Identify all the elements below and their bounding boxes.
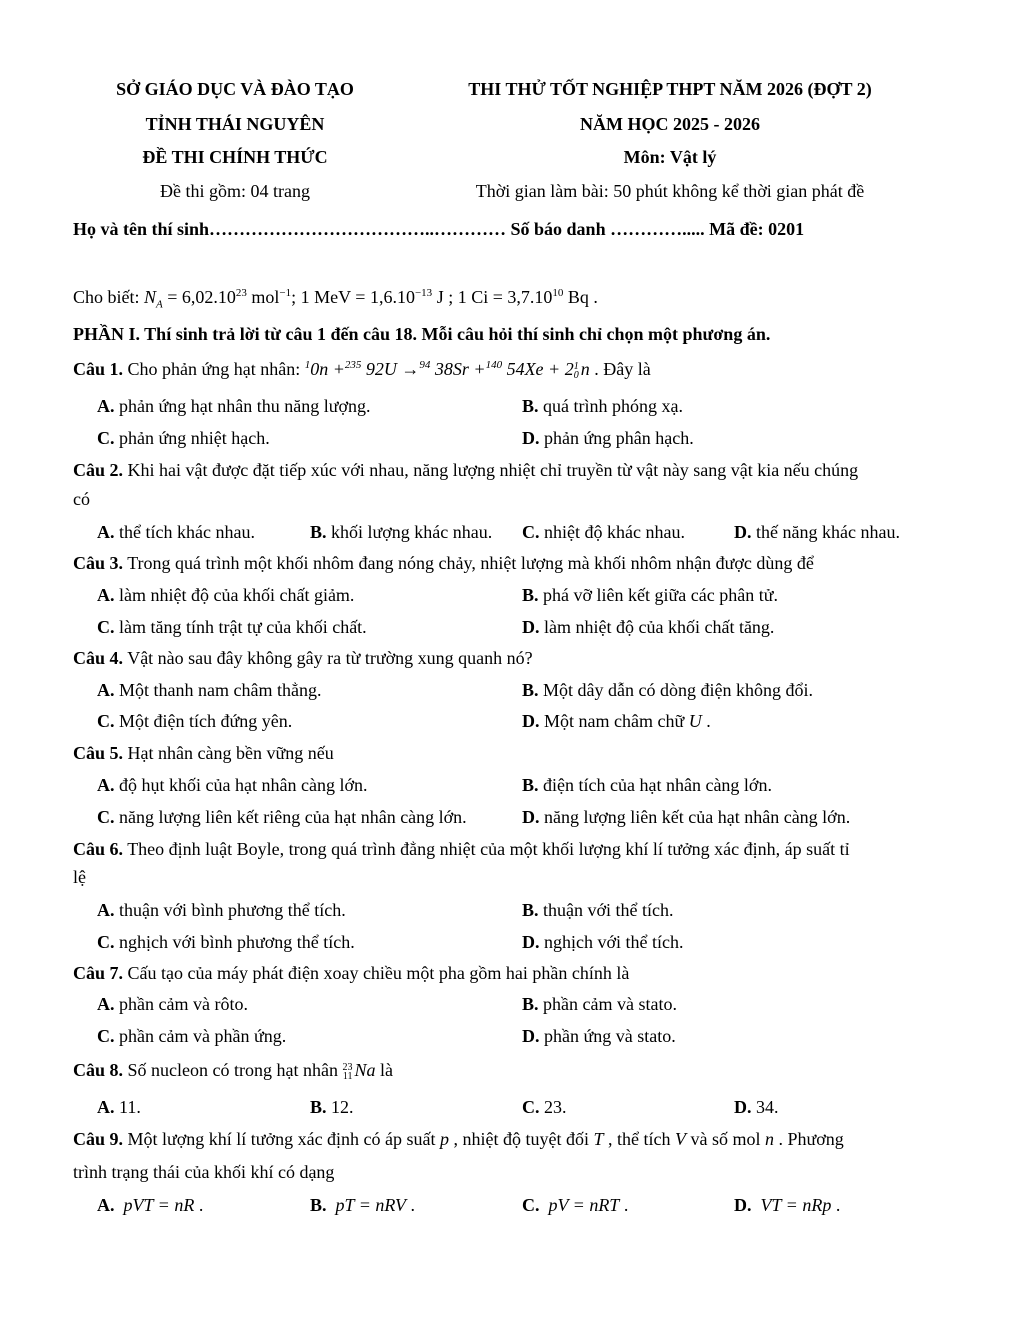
option-text: 34. [756, 1097, 779, 1117]
department-name: SỞ GIÁO DỤC VÀ ĐÀO TẠO [116, 79, 354, 99]
option-b [310, 521, 492, 543]
option-label: B. [310, 1195, 327, 1215]
option-punct: . [619, 1195, 629, 1215]
option-text: khối lượng khác nhau. [331, 522, 493, 542]
question-6-continued: lệ [73, 867, 86, 887]
question-text: và số mol [686, 1129, 766, 1149]
option-text: phần cảm và rôto. [119, 994, 248, 1014]
eq-sup: 94 [419, 359, 431, 371]
option-a [97, 395, 371, 417]
question-label: Câu 7. [73, 963, 124, 983]
option-formula: VT = nRp [760, 1195, 832, 1215]
question-text: , thể tích [603, 1129, 676, 1149]
eq-sup: 1 [304, 359, 311, 371]
variable-t: T [593, 1129, 604, 1149]
option-b [522, 899, 674, 921]
question-label: Câu 1. [73, 359, 124, 379]
option-text: làm tăng tính trật tự của khối chất. [119, 617, 367, 637]
option-a [97, 774, 367, 796]
option-b [522, 584, 778, 606]
option-text: phần ứng và stato. [544, 1026, 676, 1046]
question-text: Khi hai vật được đặt tiếp xúc với nhau, năng lượng nhiệt chỉ truyền từ vật này sang vật kia nếu chúng [123, 460, 859, 480]
option-d [522, 427, 694, 449]
question-label: Câu 9. [73, 1129, 124, 1149]
question-text: . Đây là [589, 359, 651, 379]
option-c [522, 521, 685, 543]
question-3 [73, 552, 814, 574]
question-label: Câu 5. [73, 743, 124, 763]
option-label: A. [97, 994, 115, 1014]
eq-term: n [580, 359, 590, 379]
eq-term: 0n + [310, 359, 345, 379]
option-label: A. [97, 1097, 115, 1117]
option-text: . [701, 711, 711, 731]
option-c [522, 1096, 567, 1118]
option-text: nhiệt độ khác nhau. [544, 522, 685, 542]
option-label: B. [522, 680, 539, 700]
official-exam-label: ĐỀ THI CHÍNH THỨC [142, 147, 328, 167]
question-6 [73, 838, 850, 860]
option-a [97, 679, 321, 701]
option-label: A. [97, 1195, 115, 1215]
option-label: B. [522, 585, 539, 605]
question-1 [73, 358, 651, 380]
option-a [97, 993, 248, 1015]
option-text: Một điện tích đứng yên. [119, 711, 293, 731]
curie-exponent: 10 [552, 287, 564, 299]
question-text: Hạt nhân càng bền vững nếu [123, 743, 334, 763]
exam-title: THI THỬ TỐT NGHIỆP THPT NĂM 2026 (ĐỢT 2) [468, 79, 872, 99]
eq-sup: 140 [485, 359, 503, 371]
option-label: B. [522, 775, 539, 795]
option-formula: pT = nRV [335, 1195, 407, 1215]
option-label: D. [734, 522, 752, 542]
avogadro-unit-exponent: −1 [279, 287, 292, 299]
option-c [97, 1025, 286, 1047]
option-label: D. [522, 1026, 540, 1046]
avogadro-unit: mol [246, 287, 280, 307]
option-text: quá trình phóng xạ. [543, 396, 683, 416]
option-d [734, 1096, 779, 1118]
option-label: C. [97, 1026, 115, 1046]
curie-value: J ; 1 Ci = 3,7.10 [432, 287, 553, 307]
question-9 [73, 1128, 844, 1150]
question-label: Câu 3. [73, 553, 124, 573]
question-4 [73, 647, 533, 669]
option-text: 23. [544, 1097, 567, 1117]
option-label: B. [522, 900, 539, 920]
option-label: A. [97, 775, 115, 795]
question-5 [73, 742, 334, 764]
option-text: độ hụt khối của hạt nhân càng lớn. [119, 775, 368, 795]
option-b [310, 1096, 354, 1118]
option-d [522, 1025, 676, 1047]
eq-sup: 235 [344, 359, 362, 371]
question-label: Câu 8. [73, 1060, 124, 1080]
curie-unit: Bq . [563, 287, 598, 307]
option-text: phần cảm và stato. [543, 994, 677, 1014]
option-label: C. [97, 617, 115, 637]
variable-p: p [440, 1129, 450, 1149]
constants-prefix: Cho biết: [73, 287, 144, 307]
option-d [522, 806, 850, 828]
option-label: D. [522, 807, 540, 827]
option-c [97, 710, 292, 732]
question-label: Câu 4. [73, 648, 124, 668]
variable-n: n [765, 1129, 775, 1149]
question-text: . Phương [774, 1129, 844, 1149]
option-label: D. [734, 1097, 752, 1117]
mass-number: 23 [342, 1061, 353, 1073]
option-c [522, 1194, 628, 1216]
option-label: B. [310, 1097, 327, 1117]
option-c [97, 427, 270, 449]
question-text: Số nucleon có trong hạt nhân [123, 1060, 343, 1080]
option-text: làm nhiệt độ của khối chất tăng. [544, 617, 775, 637]
subject: Môn: Vật lý [623, 147, 717, 167]
question-label: Câu 2. [73, 460, 124, 480]
option-text: năng lượng liên kết của hạt nhân càng lớn. [544, 807, 851, 827]
option-label: D. [522, 617, 540, 637]
option-label: A. [97, 900, 115, 920]
question-text: Cho phản ứng hạt nhân: [123, 359, 305, 379]
option-label: D. [522, 428, 540, 448]
candidate-info-line: Họ và tên thí sinh………………………………..………… Số báo danh …………..... Mã đề: 0201 [73, 219, 805, 239]
option-text: phá vỡ liên kết giữa các phân tử. [543, 585, 778, 605]
option-a [97, 1194, 203, 1216]
mev-exponent: −13 [414, 287, 433, 299]
option-a [97, 521, 255, 543]
option-a [97, 584, 354, 606]
question-text: Theo định luật Boyle, trong quá trình đẳng nhiệt của một khối lượng khí lí tưởng xác định, áp suất tỉ [123, 839, 850, 859]
question-text: Vật nào sau đây không gây ra từ trường xung quanh nó? [123, 648, 533, 668]
option-c [97, 931, 355, 953]
option-text: thuận với thể tích. [543, 900, 674, 920]
option-punct: . [406, 1195, 416, 1215]
option-label: A. [97, 680, 115, 700]
option-text: thể tích khác nhau. [119, 522, 255, 542]
option-b [522, 993, 677, 1015]
option-label: B. [310, 522, 327, 542]
option-label: D. [734, 1195, 752, 1215]
question-text: , nhiệt độ tuyệt đối [449, 1129, 594, 1149]
question-text: Cấu tạo của máy phát điện xoay chiều một pha gồm hai phần chính là [123, 963, 630, 983]
option-label: B. [522, 396, 539, 416]
option-text: thuận với bình phương thể tích. [119, 900, 346, 920]
option-label: D. [522, 932, 540, 952]
question-label: Câu 6. [73, 839, 124, 859]
variable-v: V [675, 1129, 687, 1149]
option-label: C. [522, 522, 540, 542]
option-text: làm nhiệt độ của khối chất giảm. [119, 585, 355, 605]
avogadro-exponent: 23 [235, 287, 247, 299]
option-text: nghịch với bình phương thể tích. [119, 932, 355, 952]
option-a [97, 1096, 141, 1118]
eq-term: 92U → [361, 359, 420, 379]
option-text: năng lượng liên kết riêng của hạt nhân càng lớn. [119, 807, 467, 827]
option-text: 11. [119, 1097, 141, 1117]
option-label: C. [97, 807, 115, 827]
option-a [97, 899, 346, 921]
option-text: thế năng khác nhau. [756, 522, 900, 542]
part-1-heading: PHẦN I. Thí sinh trả lời từ câu 1 đến câu 18. Mỗi câu hỏi thí sinh chỉ chọn một phương án. [73, 324, 771, 344]
option-label: B. [522, 994, 539, 1014]
option-text: điện tích của hạt nhân càng lớn. [543, 775, 772, 795]
avogadro-value: = 6,02.10 [162, 287, 236, 307]
option-label: A. [97, 396, 115, 416]
province-name: TỈNH THÁI NGUYÊN [145, 114, 325, 134]
option-punct: . [194, 1195, 204, 1215]
page-count: Đề thi gồm: 04 trang [160, 181, 310, 201]
option-b [310, 1194, 415, 1216]
option-text: Một dây dẫn có dòng điện không đổi. [543, 680, 813, 700]
school-year: NĂM HỌC 2025 - 2026 [580, 114, 760, 134]
option-formula: pV = nRT [548, 1195, 620, 1215]
eq-sub: 0 [573, 369, 579, 381]
option-formula: pVT = nR [123, 1195, 195, 1215]
mev-value: ; 1 MeV = 1,6.10 [291, 287, 415, 307]
atomic-number: 11 [342, 1070, 353, 1082]
option-punct: . [831, 1195, 841, 1215]
option-b [522, 679, 813, 701]
option-text: phần cảm và phần ứng. [119, 1026, 287, 1046]
option-d [522, 616, 774, 638]
eq-term: 54Xe + 2 [502, 359, 574, 379]
eq-term: 38Sr + [430, 359, 486, 379]
option-label: A. [97, 522, 115, 542]
option-label: C. [97, 711, 115, 731]
option-b [522, 774, 772, 796]
option-label: C. [522, 1097, 540, 1117]
time-allowed: Thời gian làm bài: 50 phút không kể thời gian phát đề [475, 181, 865, 201]
avogadro-symbol: N [144, 287, 157, 307]
option-text: Một thanh nam châm thẳng. [119, 680, 322, 700]
question-7 [73, 962, 629, 984]
question-2 [73, 459, 858, 481]
option-label: C. [97, 428, 115, 448]
option-c [97, 806, 467, 828]
option-text: phản ứng nhiệt hạch. [119, 428, 270, 448]
question-text: là [375, 1060, 393, 1080]
option-text: phản ứng phân hạch. [544, 428, 694, 448]
avogadro-subscript: A [156, 298, 163, 311]
option-label: A. [97, 585, 115, 605]
option-label: C. [522, 1195, 540, 1215]
question-text: Một lượng khí lí tưởng xác định có áp suất [123, 1129, 441, 1149]
option-label: C. [97, 932, 115, 952]
option-text: Một nam châm chữ [544, 711, 689, 731]
option-text: nghịch với thể tích. [544, 932, 684, 952]
option-d [522, 710, 711, 732]
option-d [522, 931, 684, 953]
option-d [734, 521, 900, 543]
option-label: D. [522, 711, 540, 731]
option-variable: U [688, 711, 702, 731]
question-text: Trong quá trình một khối nhôm đang nóng chảy, nhiệt lượng mà khối nhôm nhận được dùng để [123, 553, 814, 573]
option-text: 12. [331, 1097, 354, 1117]
element-symbol: Na [354, 1060, 376, 1080]
question-2-continued: có [73, 489, 90, 509]
eq-sup: 1 [573, 360, 579, 372]
given-constants [73, 286, 598, 311]
option-d [734, 1194, 840, 1216]
question-8 [73, 1059, 393, 1081]
option-c [97, 616, 367, 638]
option-text: phản ứng hạt nhân thu năng lượng. [119, 396, 371, 416]
question-9-continued: trình trạng thái của khối khí có dạng [73, 1162, 335, 1182]
option-b [522, 395, 683, 417]
